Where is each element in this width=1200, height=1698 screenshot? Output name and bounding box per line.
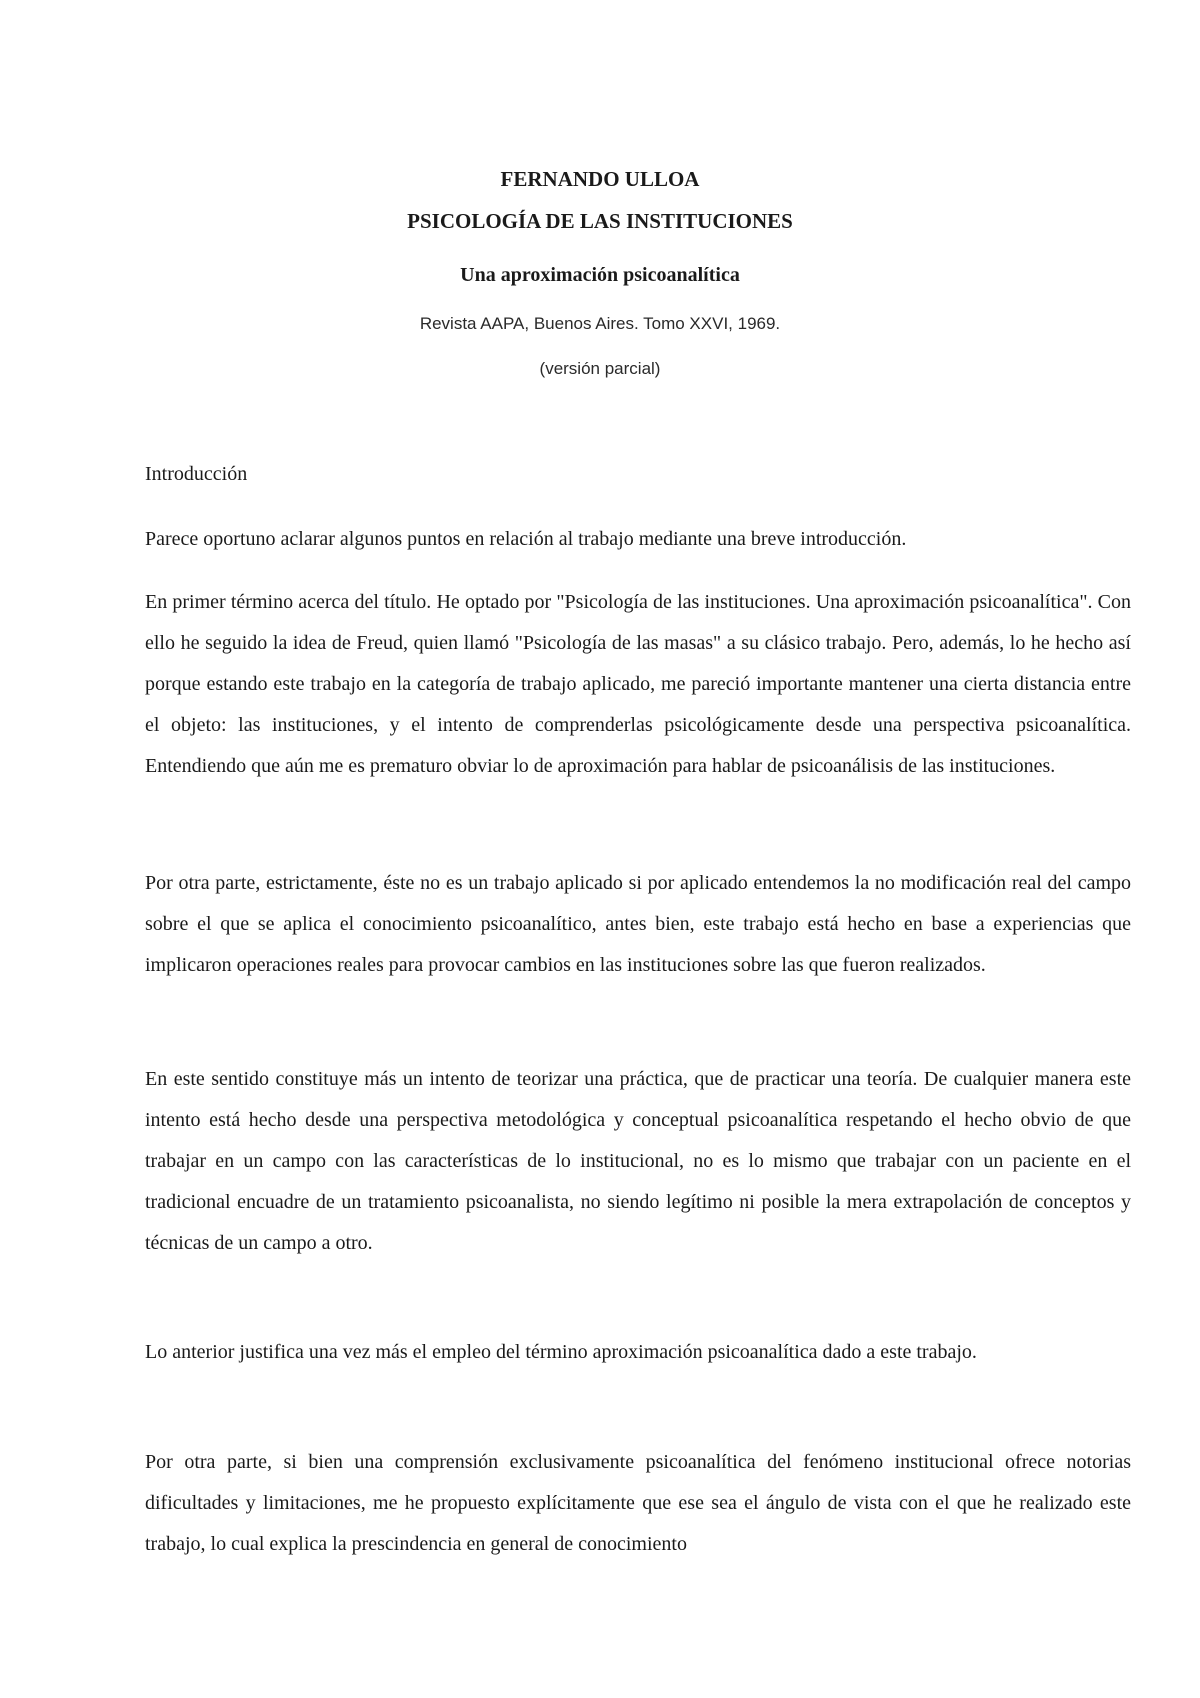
section-heading: Introducción [145, 463, 248, 485]
author-name: FERNANDO ULLOA [500, 167, 700, 191]
paragraph [145, 1442, 1131, 1565]
paragraph-text: Por otra parte, estrictamente, éste no es un trabajo aplicado si por aplicado entendemos la no modificación real del campo sobre el que se aplica el conocimiento psicoanalítico, antes bien, este trabajo está hecho en base a experiencias que implicaron operaciones reales para provocar cambios en las instituciones sobre las que fueron realizados. [145, 872, 1131, 976]
paragraph [145, 582, 1131, 787]
document-subtitle: Una aproximación psicoanalítica [460, 264, 740, 286]
version-note: (versión parcial) [539, 359, 661, 378]
paragraph-text: En primer término acerca del título. He optado por "Psicología de las instituciones. Una aproximación psicoanalítica". Con ello he seguido la idea de Freud, quien llamó "Psicología de las masas" a su clásico trabajo. Pero, además, lo he hecho así porque estando este trabajo en la categoría de trabajo aplicado, me pareció importante mantener una cierta distancia entre el objeto: las instituciones, y el intento de comprenderlas psicológicamente desde una perspectiva psicoanalítica. Entendiendo que aún me es prematuro obviar lo de aproximación para hablar de psicoanálisis de las instituciones. [145, 591, 1131, 777]
paragraph [145, 863, 1131, 986]
paragraph-text: Por otra parte, si bien una comprensión exclusivamente psicoanalítica del fenómeno institucional ofrece notorias dificultades y limitaciones, me he propuesto explícitamente que ese sea el ángulo de vista con el que he realizado este trabajo, lo cual explica la prescindencia en general de conocimiento [145, 1451, 1131, 1555]
publication-source: Revista AAPA, Buenos Aires. Tomo XXVI, 1969. [419, 314, 781, 333]
paragraph [145, 1059, 1131, 1264]
paragraph [145, 519, 1131, 560]
document-title: PSICOLOGÍA DE LAS INSTITUCIONES [407, 209, 793, 233]
paragraph-text: Lo anterior justifica una vez más el empleo del término aproximación psicoanalítica dado a este trabajo. [145, 1341, 977, 1363]
paragraph-text: Parece oportuno aclarar algunos puntos en relación al trabajo mediante una breve introducción. [145, 528, 907, 550]
paragraph-text: En este sentido constituye más un intento de teorizar una práctica, que de practicar una teoría. De cualquier manera este intento está hecho desde una perspectiva metodológica y conceptual psicoanalítica respetando el hecho obvio de que trabajar en un campo con las características de lo institucional, no es lo mismo que trabajar con un paciente en el tradicional encuadre de un tratamiento psicoanalista, no siendo legítimo ni posible la mera extrapolación de conceptos y técnicas de un campo a otro. [145, 1068, 1131, 1254]
paragraph [145, 1332, 1131, 1373]
